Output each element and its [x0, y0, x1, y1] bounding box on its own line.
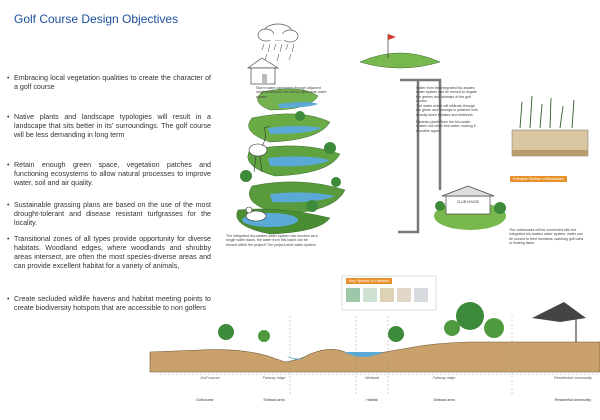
- caption-integrated: The integrated bio-swales water system can function as a single water basin, the water from this basin can be reused within the project! The project-wide water system: [226, 234, 318, 247]
- zone-bottom: Residential community: [554, 398, 592, 402]
- clubhouse-sign: CLUB HOUSE: [456, 200, 480, 204]
- cloud-icon: [258, 24, 298, 42]
- zone-bottom: Setback area: [263, 398, 285, 402]
- zone-top: Residential community: [553, 376, 593, 380]
- bird-icon: [346, 288, 360, 302]
- species-label: Key Species in Habitats: [346, 278, 392, 284]
- rain-icon: [262, 44, 294, 61]
- deer-icon: [380, 288, 394, 302]
- principle-section-label: Principle Section of Bioswales: [510, 176, 567, 182]
- zone-bottom: Golfcourse: [196, 398, 214, 402]
- cross-section: [150, 302, 600, 394]
- objective-item: • Transitional zones of all types provide opportunity for diverse habitats. Woodland edges, where woodlands and shrubby areas intersect, are often the most species-diverse areas and can provide excellent habitat for a variety of animals,: [6, 235, 211, 271]
- zone-top: Golf course: [200, 376, 220, 380]
- house-icon: [248, 58, 278, 84]
- objective-item: • Retain enough green space, vegetation patches and functioning ecosystems to allow natural processes to improve water, soil and air quality.: [6, 161, 211, 188]
- objective-item: • Create secluded wildlife havens and habitat meeting points to create biodiversity hotspots that are accessible to non golfers: [6, 295, 211, 313]
- zone-top: Fairway edge: [432, 376, 456, 380]
- caption-bioswale: Water from the integrated bio-swales water system can be reused to irrigate the greens and fairways of the golf course.: [416, 86, 477, 103]
- caption-infiltrate: The water which will infiltrate through the green and fairways is polished with heavily-sized intrakes and fertilizers.: [416, 104, 478, 117]
- clubhouse-icon: [434, 186, 506, 230]
- bioswale-section-illustration: [512, 96, 588, 156]
- page-title: Golf Course Design Objectives: [14, 12, 179, 26]
- objective-item: • Embracing local vegetation qualities to create the character of a golf course: [6, 74, 211, 92]
- caption-clubhouse: The clubhouses will be connected with the integrated bio-swales water system, water can be reused to feed fountains, washing golf carts or floating lakes.: [509, 228, 584, 245]
- zone-top: Fairway edge: [262, 376, 286, 380]
- zone-top: Wetland: [365, 376, 379, 380]
- zone-bottom: Setback area: [433, 398, 455, 402]
- objective-item: • Native plants and landscape typologies will result in a landscape that sits better in its' surroundings. The golf course will be less demanding in long term: [6, 113, 211, 140]
- caption-storm: Storm water catchment through adjacent neighbourhoods can feed project-wide water system: [256, 86, 327, 99]
- zone-bottom: Habitat: [366, 398, 378, 402]
- green-hill: [360, 34, 440, 68]
- caption-riparian: Riparian plants from the bio-swale system will clean this water, making it reusable again.: [416, 120, 476, 133]
- objective-item: • Sustainable grassing plans are based on the use of the most drought-tolerant and disease resistant turfgrasses for the locality.: [6, 201, 211, 228]
